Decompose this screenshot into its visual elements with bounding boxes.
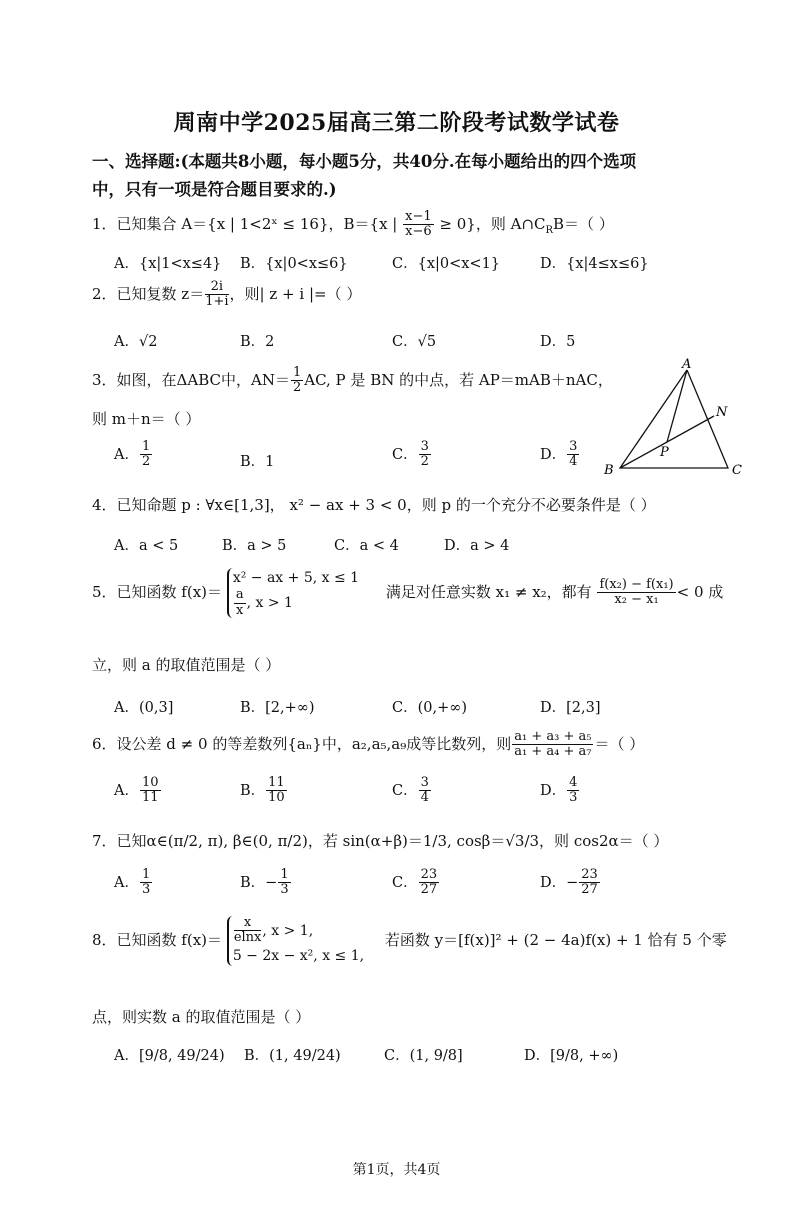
q1-fraction: $\frac{x-1}{x-6}$ bbox=[405, 209, 432, 240]
q6-option-c: C． $\frac{3}{4}$ bbox=[392, 775, 429, 806]
section-heading-line1: 一、选择题:(本题共8小题，每小题5分，共40分.在每小题给出的四个选项 bbox=[92, 152, 637, 171]
q5-option-b: B．[2,+∞) bbox=[240, 700, 315, 716]
q8-piecewise: $\frac{x}{elnx}$ , x > 1, 5 − 2x − x², x ≤ 1, bbox=[227, 916, 364, 966]
q2-option-c: C．√5 bbox=[392, 334, 437, 350]
label-a: A bbox=[682, 358, 692, 372]
question-2: 2．已知复数 z＝ $\frac{2i}{1+i}$ ，则| z + i |=（ ） bbox=[92, 279, 362, 310]
question-5: 5．已知函数 f(x)＝ x² − ax + 5, x ≤ 1 $\frac{a}{x}$ , x > 1 满足对任意实数 x₁ ≠ x₂，都有 $\frac{\text{f(x₂) − f(x₁)}}{\text{x₂ − x₁}}$ < 0 成 bbox=[92, 570, 724, 618]
q7-option-b: B．− $\frac{1}{3}$ bbox=[240, 867, 289, 898]
q6-option-d: D． $\frac{4}{3}$ bbox=[540, 775, 578, 806]
question-8: 8．已知函数 f(x)＝ $\frac{x}{elnx}$ , x > 1, 5 − 2x − x², x ≤ 1, 若函数 y＝[f(x)]² + (2 − 4a)f(x) + 1 恰有 5 个零 bbox=[92, 916, 727, 966]
q4-option-a: A．a < 5 bbox=[114, 538, 179, 554]
question-4: 4．已知命题 p : ∀x∈[1,3]， x² − ax + 3 < 0，则 p 的一个充分不必要条件是（ ） bbox=[92, 496, 656, 514]
q3-option-a: A． $\frac{1}{2}$ bbox=[114, 439, 151, 470]
q1-option-c: C．{x|0<x<1} bbox=[392, 256, 501, 272]
q2-option-d: D．5 bbox=[540, 334, 576, 350]
section-heading-line2: 中，只有一项是符合题目要求的.) bbox=[92, 180, 337, 199]
q1-option-d: D．{x|4≤x≤6} bbox=[540, 256, 649, 272]
triangle-figure bbox=[600, 358, 760, 483]
q5-option-c: C．(0,+∞) bbox=[392, 700, 467, 716]
label-b: B bbox=[604, 463, 614, 478]
question-3-line1: 3．如图，在ΔABC中，AN＝ $\frac{1}{2}$ AC, P 是 BN 的中点，若 AP＝mAB＋nAC， bbox=[92, 365, 613, 396]
q2-option-a: A．√2 bbox=[114, 334, 158, 350]
q5-piecewise: x² − ax + 5, x ≤ 1 $\frac{a}{x}$ , x > 1 bbox=[227, 568, 359, 618]
question-5-line2: 立，则 a 的取值范围是（ ） bbox=[92, 656, 281, 674]
q5-option-d: D．[2,3] bbox=[540, 700, 601, 716]
q8-option-c: C．(1, 9/8] bbox=[384, 1048, 463, 1064]
q4-option-d: D．a > 4 bbox=[444, 538, 510, 554]
q1-option-a: A．{x|1<x≤4} bbox=[114, 256, 222, 272]
q6-option-a: A． $\frac{10}{11}$ bbox=[114, 775, 159, 806]
q3-option-d: D． $\frac{3}{4}$ bbox=[540, 439, 578, 470]
question-8-line2: 点，则实数 a 的取值范围是（ ） bbox=[92, 1008, 311, 1026]
question-6: 6．设公差 d ≠ 0 的等差数列{aₙ}中，a₂,a₅,a₉成等比数列，则 $\frac{\text{a₁ + a₃ + a₅}}{\text{a₁ + a₄ + a₇}}$ ＝（ ） bbox=[92, 729, 645, 760]
q3-option-b: B．1 bbox=[240, 454, 275, 470]
q8-option-a: A．[9/8, 49/24) bbox=[114, 1048, 225, 1064]
question-3-line2: 则 m＋n＝（ ） bbox=[92, 410, 201, 428]
q8-option-b: B．(1, 49/24) bbox=[244, 1048, 341, 1064]
q8-option-d: D．[9/8, +∞) bbox=[524, 1048, 619, 1064]
label-n: N bbox=[716, 405, 728, 420]
q7-option-d: D．− $\frac{23}{27}$ bbox=[540, 867, 598, 898]
q5-option-a: A．(0,3] bbox=[114, 700, 174, 716]
q2-option-b: B．2 bbox=[240, 334, 275, 350]
question-7: 7．已知α∈(π/2, π), β∈(0, π/2)，若 sin(α+β)＝1/3, cosβ＝√3/3，则 cos2α＝（ ） bbox=[92, 832, 669, 850]
q1-option-b: B．{x|0<x≤6} bbox=[240, 256, 348, 272]
label-c: C bbox=[732, 463, 742, 478]
q7-option-c: C． $\frac{23}{27}$ bbox=[392, 867, 438, 898]
q6-option-b: B． $\frac{11}{10}$ bbox=[240, 775, 285, 806]
q7-option-a: A． $\frac{1}{3}$ bbox=[114, 867, 151, 898]
page-footer: 第1页，共4页 bbox=[352, 1162, 441, 1178]
q4-option-c: C．a < 4 bbox=[334, 538, 399, 554]
q3-option-c: C． $\frac{3}{2}$ bbox=[392, 439, 429, 470]
label-p: P bbox=[660, 445, 669, 460]
page-title: 周南中学2025届高三第二阶段考试数学试卷 bbox=[173, 110, 620, 136]
segment-ap bbox=[667, 370, 687, 442]
question-1: 1．已知集合 A＝{x | 1<2ˣ ≤ 16}，B＝{x | $\frac{x-1}{x-6}$ ≥ 0}，则 $A\cap C_RB=$（ ） bbox=[92, 209, 614, 240]
q4-option-b: B．a > 5 bbox=[222, 538, 287, 554]
